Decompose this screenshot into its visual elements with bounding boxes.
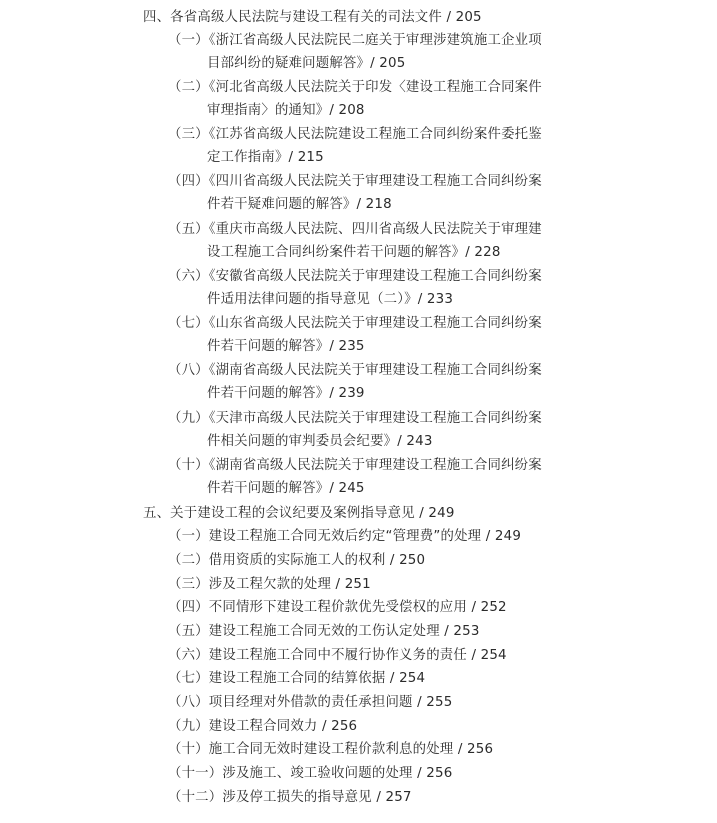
toc-entry: （八）项目经理对外借款的责任承担问题 / 255 (168, 695, 453, 710)
toc-entry: （一）建设工程施工合同无效后约定“管理费”的处理 / 249 (168, 529, 522, 544)
toc-entry-continuation: 设工程施工合同纠纷案件若干问题的解答》/ 228 (207, 245, 501, 260)
toc-entry-continuation: 定工作指南》/ 215 (207, 150, 324, 165)
toc-entry: （十）施工合同无效时建设工程价款利息的处理 / 256 (168, 742, 494, 757)
toc-entry: （一）《浙江省高级人民法院民二庭关于审理涉建筑施工企业项 (168, 33, 542, 48)
toc-entry-continuation: 件若干问题的解答》/ 245 (207, 481, 365, 496)
toc-entry: （三）涉及工程欠款的处理 / 251 (168, 577, 371, 592)
toc-entry-continuation: 件若干问题的解答》/ 235 (207, 339, 365, 354)
toc-entry: （二）借用资质的实际施工人的权利 / 250 (168, 553, 426, 568)
toc-entry-continuation: 审理指南〉的通知》/ 208 (207, 103, 365, 118)
toc-entry-continuation: 目部纠纷的疑难问题解答》/ 205 (207, 56, 406, 71)
toc-entry: （二）《河北省高级人民法院关于印发〈建设工程施工合同案件 (168, 80, 542, 95)
toc-entry: （七）《山东省高级人民法院关于审理建设工程施工合同纠纷案 (168, 316, 542, 331)
toc-entry: （六）建设工程施工合同中不履行协作义务的责任 / 254 (168, 648, 507, 663)
toc-entry: （十二）涉及停工损失的指导意见 / 257 (168, 790, 412, 805)
toc-entry-continuation: 件若干问题的解答》/ 239 (207, 386, 365, 401)
toc-entry: （五）建设工程施工合同无效的工伤认定处理 / 253 (168, 624, 480, 639)
toc-entry-continuation: 件相关问题的审判委员会纪要》/ 243 (207, 434, 433, 449)
toc-entry: （三）《江苏省高级人民法院建设工程施工合同纠纷案件委托鉴 (168, 127, 542, 142)
toc-entry: （四）《四川省高级人民法院关于审理建设工程施工合同纠纷案 (168, 174, 542, 189)
toc-entry: （九）建设工程合同效力 / 256 (168, 719, 358, 734)
toc-entry: （七）建设工程施工合同的结算依据 / 254 (168, 671, 426, 686)
toc-entry: （十）《湖南省高级人民法院关于审理建设工程施工合同纠纷案 (168, 458, 542, 473)
section-heading: 五、关于建设工程的会议纪要及案例指导意见 / 249 (143, 506, 455, 521)
toc-entry: （十一）涉及施工、竣工验收问题的处理 / 256 (168, 766, 453, 781)
toc-entry-continuation: 件若干疑难问题的解答》/ 218 (207, 197, 392, 212)
toc-entry-continuation: 件适用法律问题的指导意见（二）》/ 233 (207, 292, 454, 307)
section-heading: 四、各省高级人民法院与建设工程有关的司法文件 / 205 (143, 10, 482, 25)
toc-entry: （八）《湖南省高级人民法院关于审理建设工程施工合同纠纷案 (168, 363, 542, 378)
toc-entry: （六）《安徽省高级人民法院关于审理建设工程施工合同纠纷案 (168, 269, 542, 284)
toc-entry: （五）《重庆市高级人民法院、四川省高级人民法院关于审理建 (168, 222, 542, 237)
toc-entry: （九）《天津市高级人民法院关于审理建设工程施工合同纠纷案 (168, 411, 542, 426)
toc-entry: （四）不同情形下建设工程价款优先受偿权的应用 / 252 (168, 600, 507, 615)
